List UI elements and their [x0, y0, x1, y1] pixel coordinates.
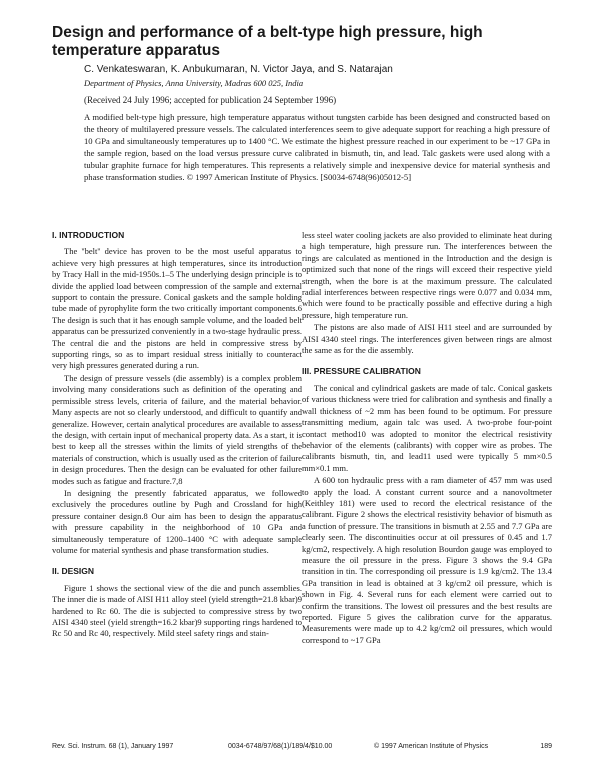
design-paragraph-1: Figure 1 shows the sectional view of the die and punch assemblies. The inner die is made of AISI H11 alloy steel (yield strength=21.8 kbar)9 hardened to Rc 60. The die is subjected to compressive stress by two AISI 4340 steel (yield strength=16.2 kbar)9 supporting rings hardened to Rc 50 and Rc 40, respectively. Mild steel safety rings and stain-: [52, 582, 302, 639]
article-title: Design and performance of a belt-type high pressure, high temperature apparatus: [52, 24, 483, 59]
section-heading-pressure-calibration: III. PRESSURE CALIBRATION: [302, 366, 421, 377]
calibration-paragraph-1: The conical and cylindrical gaskets are made of talc. Conical gaskets of various thickness were tried for calibration and synthesis and finally a wall thickness of ~2 mm has been found to be optimum. For pressure transmitting medium, again talc was used. A two-probe four-point contact method10 was adopted to monitor the electrical resistivity behavior of the elements (calibrants) with copper wire as probes. The calibrants bismuth, tin, and lead11 used were typically 5 mm×0.5 mm×0.1 mm.: [302, 382, 552, 473]
intro-paragraph-3: In designing the presently fabricated apparatus, we followed exclusively the procedures outline by Pugh and Crossland for high pressure container design.8 Our aim has been to design the apparatus with pressure capability in the neighborhood of 10 GPa and simultaneously temperature of 1200–1400 °C with adequate sample volume for material synthesis and phase transformation studies.: [52, 487, 302, 555]
left-column: [52, 230, 302, 641]
footer-copyright: © 1997 American Institute of Physics: [374, 743, 489, 750]
calibration-paragraph-2: A 600 ton hydraulic press with a ram diameter of 457 mm was used to apply the load. A constant current source and a nanovoltmeter (Keithley 181) were used to record the electrical resistance of the calibrant. Figure 2 shows the electrical resistivity behavior of bismuth as a function of pressure. The transitions in bismuth at 2.55 and 7.7 GPa are clearly seen. The discontinuities occur at oil pressures of 0.45 and 1.7 kg/cm2, respectively. A high resolution Bourdon gauge was employed to measure the oil pressure in the press. Figure 3 shows the 9.4 GPa transition in tin. The corresponding oil pressure is 1.9 kg/cm2. The 13.4 GPa transition in lead is obtained at 3 kg/cm2 oil pressure, which is shown in Fig. 4. Several runs for each element were carried out to confirm the transitions. The lowest oil pressures and the best results are reported. Figure 5 gives the calibration curve for the apparatus. Measurements were made up to 4.2 kg/cm2 oil pressures, which would correspond to ~17 GPa: [302, 475, 552, 645]
section-heading-introduction: I. INTRODUCTION: [52, 230, 125, 240]
section-heading-design: II. DESIGN: [52, 566, 95, 577]
design-paragraph-3: The pistons are also made of AISI H11 steel and are surrounded by AISI 4340 steel rings. The interferences given between rings are almost the same as for the die assembly.: [302, 322, 552, 356]
author-list: C. Venkateswaran, K. Anbukumaran, N. Victor Jaya, and S. Natarajan: [84, 64, 393, 75]
affiliation: Department of Physics, Anna University, Madras 600 025, India: [84, 78, 304, 88]
abstract: A modified belt-type high pressure, high temperature apparatus without tungsten carbide has been designed and constructed based on the theory of multilayered pressure vessels. The calculated interferences seem to give adequate support for reaching a high pressure of 10 GPa and simultaneously temperatures up to 1400 °C. We estimate the highest pressure reached in our experiment to be ~17 GPa in the sample region, based on the load versus pressure curve calibrated in bismuth, tin, and lead. Talc gaskets were used along with a tubular graphite furnace for high temperatures. This represents a relatively simple and inexpensive device for material synthesis and phase transformation studies. © 1997 American Institute of Physics. [S0034-6748(96)05012-5]: [84, 112, 550, 182]
page-footer: [52, 743, 552, 755]
intro-paragraph-1: The ''belt'' device has proven to be the most useful apparatus to achieve very high pressures at high temperatures, since its introduction by Tracy Hall in the mid-1950s.1–5 The underlying design principle is to divide the applied load between compression of the sample and external support to contain the pressure. Conical gaskets and the sample holding tube made of pyrophylite form the two critically important components.6 The design is such that it has enough sample volume, and the loaded belt apparatus can be pressurized conveniently in a two-stage hydraulic press. The central die and the pistons are held in compressive stress by supporting rings, so as to impart residual stress initially to counteract very high pressures generated during a run.: [52, 246, 302, 371]
design-paragraph-2: less steel water cooling jackets are also provided to eliminate heat during a high temperature, high pressure run. The interferences between the rings are calculated as mentioned in the Introduction and the design is optimized such that none of the rings will exceed their respective yield strength, when the bore is at the maximum pressure. The calculated radial interferences between respective rings were 0.077 and 0.034 mm, which were found to be practically possible and effective during a high pressure, high temperature run.: [302, 230, 552, 320]
footer-code: 0034-6748/97/68(1)/189/4/$10.00: [228, 743, 333, 750]
page-number: 189: [540, 743, 552, 750]
footer-journal: Rev. Sci. Instrum. 68 (1), January 1997: [52, 743, 174, 750]
intro-paragraph-2: The design of pressure vessels (die assembly) is a complex problem involving many considerations such as definition of the operating and permissible stress levels, criteria of failure, and the material behavior. Many aspects are not so clearly understood, and difficult to quantify and generalize. However, certain analytical procedures are available to assess the design, with certain input of mechanical property data. As a start, it is best to keep all the stresses within the limits of yield strengths of the materials of construction, which is usually used as the criterion of failure in design procedures. Then the design can be evaluated for other failure modes such as fatigue and fracture.7,8: [52, 372, 302, 486]
right-column: [302, 230, 552, 647]
received-date: (Received 24 July 1996; accepted for publication 24 September 1996): [84, 95, 337, 105]
